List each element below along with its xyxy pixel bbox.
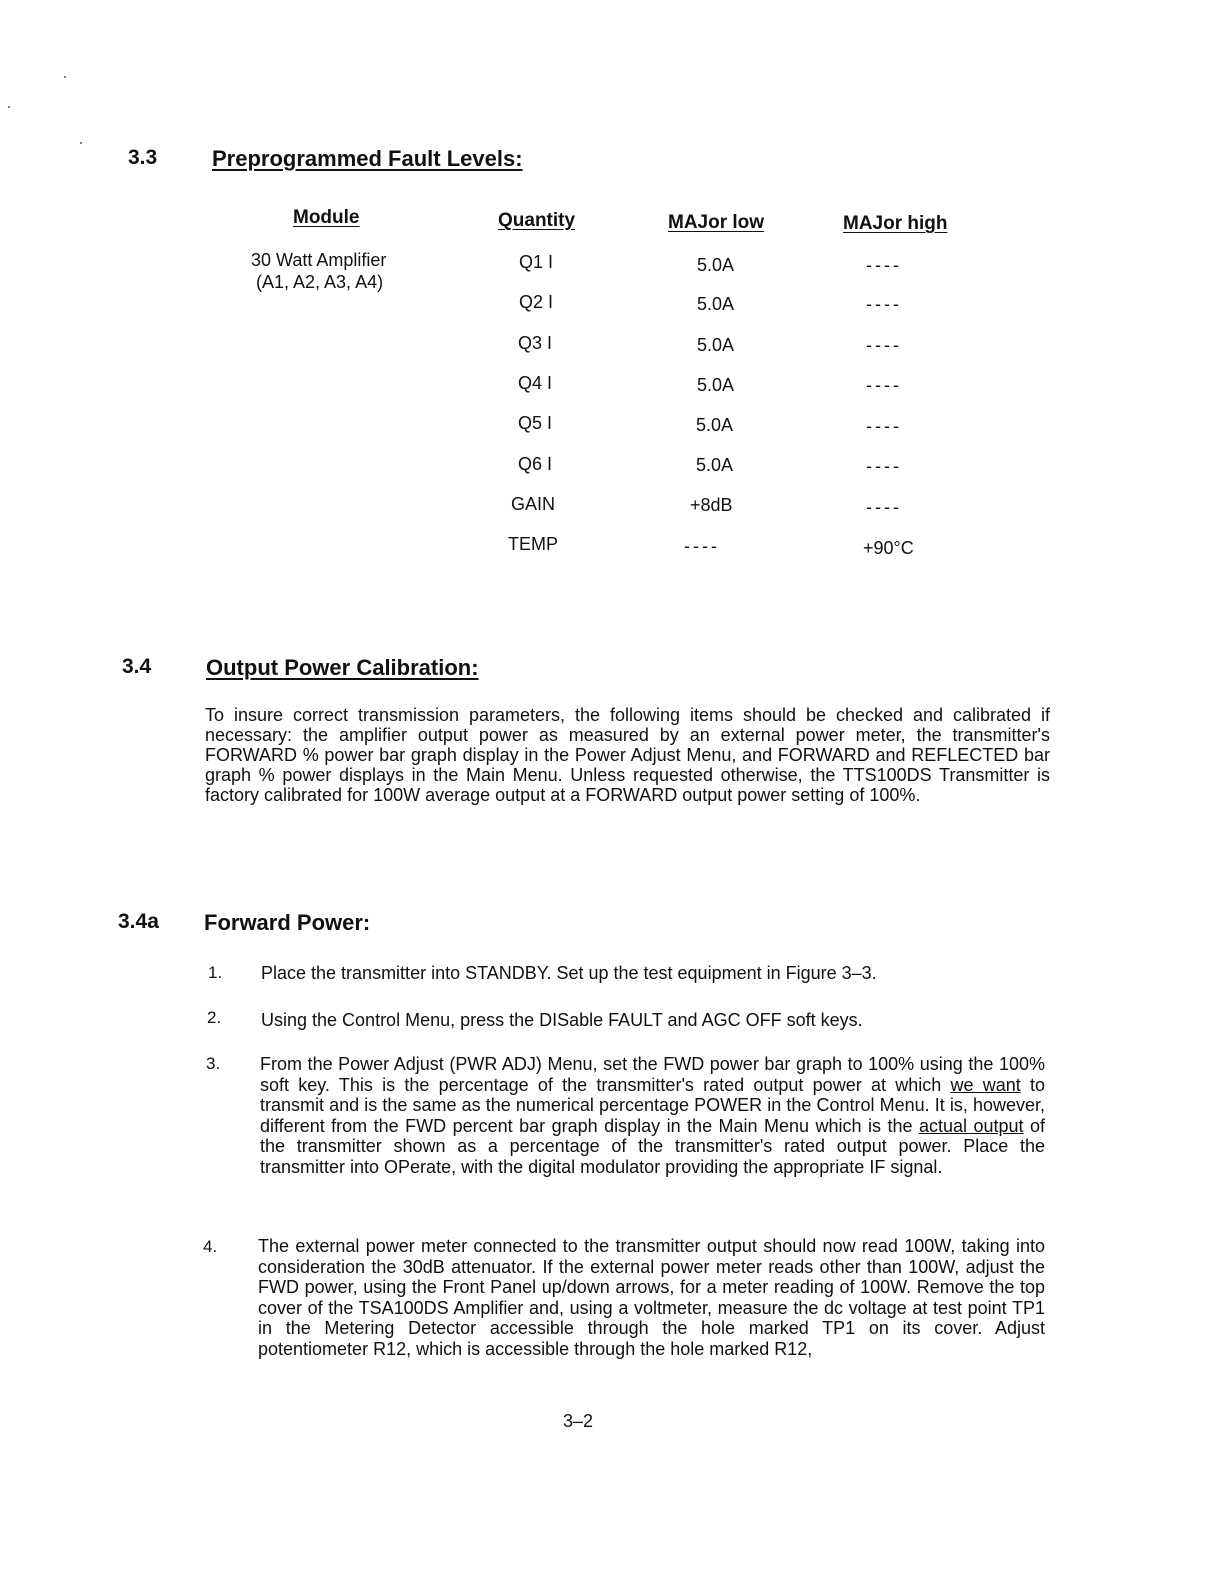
quantity-cell: GAIN — [511, 494, 556, 514]
list-item-text: From the Power Adjust (PWR ADJ) Menu, set the FWD power bar graph to 100% using the 100% soft key. This is the percentage of the transmitter's rated output power at which we want to transmit and is the same as the numerical percentage POWER in the Control Menu. It is, however, different from the FWD percent bar graph display in the Main Menu which is the actual output of the transmitter shown as a percentage of the transmitter's rated output power. Place the transmitter into OPerate, with the digital modulator providing the appropriate IF signal. — [260, 1054, 1045, 1177]
column-header-major-high: MAJor high — [843, 213, 948, 234]
column-header-module: Module — [293, 207, 360, 228]
scan-speck — [64, 76, 66, 78]
major-low-cell: 5.0A — [696, 455, 734, 475]
major-high-cell: ---- — [866, 456, 902, 476]
column-header-quantity: Quantity — [498, 210, 576, 231]
quantity-cell: Q1 I — [519, 252, 554, 272]
list-item-text: Using the Control Menu, press the DISable FAULT and AGC OFF soft keys. — [261, 1010, 863, 1030]
list-item-number: 3. — [206, 1054, 221, 1073]
major-low-cell: 5.0A — [696, 415, 734, 435]
calibration-paragraph: To insure correct transmission parameters, the following items should be checked and calibrated if necessary: the amplifier output power as measured by an external power meter, the transmitter's FORWARD % power bar graph display in the Power Adjust Menu, and FORWARD and REFLECTED bar graph % power displays in the Main Menu. Unless requested otherwise, the TTS100DS Transmitter is factory calibrated for 100W average output at a FORWARD output power setting of 100%. — [205, 705, 1050, 805]
major-high-cell: ---- — [866, 255, 902, 275]
major-high-cell: ---- — [866, 497, 902, 517]
list-item-text: The external power meter connected to the transmitter output should now read 100W, taking into consideration the 30dB attenuator. If the external power meter reads other than 100W, adjust the FWD power, using the Front Panel up/down arrows, for a meter reading of 100W. Remove the top cover of the TSA100DS Amplifier and, using a voltmeter, measure the dc voltage at test point TP1 in the Metering Detector accessible through the hole marked TP1 on its cover. Adjust potentiometer R12, which is accessible through the hole marked R12, — [258, 1236, 1045, 1359]
column-header-major-low: MAJor low — [668, 212, 765, 233]
major-low-cell: 5.0A — [697, 294, 735, 314]
scan-speck — [8, 106, 10, 108]
section-number: 3.3 — [128, 146, 158, 169]
major-low-cell: 5.0A — [697, 255, 735, 275]
scan-speck — [80, 142, 82, 144]
list-item-number: 2. — [207, 1008, 222, 1027]
quantity-cell: Q3 I — [518, 333, 553, 353]
major-low-cell: +8dB — [690, 495, 733, 515]
quantity-cell: Q6 I — [518, 454, 553, 474]
quantity-cell: TEMP — [508, 534, 559, 554]
section-title: Preprogrammed Fault Levels: — [212, 146, 523, 171]
section-title: Forward Power: — [204, 910, 371, 935]
major-high-cell: ---- — [866, 416, 902, 436]
major-high-cell: ---- — [866, 335, 902, 355]
list-item-text: Place the transmitter into STANDBY. Set up the test equipment in Figure 3–3. — [261, 963, 877, 983]
section-number: 3.4 — [122, 655, 152, 678]
quantity-cell: Q2 I — [519, 292, 554, 312]
major-high-cell: ---- — [866, 294, 902, 314]
list-item-number: 1. — [208, 963, 223, 982]
module-name: 30 Watt Amplifier — [251, 250, 387, 270]
quantity-cell: Q4 I — [518, 373, 553, 393]
quantity-cell: Q5 I — [518, 413, 553, 433]
section-number: 3.4a — [118, 910, 159, 933]
major-high-cell: +90°C — [863, 538, 914, 558]
module-designators: (A1, A2, A3, A4) — [256, 272, 384, 292]
page-number: 3–2 — [563, 1411, 594, 1431]
list-item-number: 4. — [203, 1237, 218, 1256]
major-low-cell: 5.0A — [697, 335, 735, 355]
section-title: Output Power Calibration: — [206, 655, 479, 680]
major-low-cell: ---- — [684, 536, 720, 556]
major-low-cell: 5.0A — [697, 375, 735, 395]
major-high-cell: ---- — [866, 375, 902, 395]
